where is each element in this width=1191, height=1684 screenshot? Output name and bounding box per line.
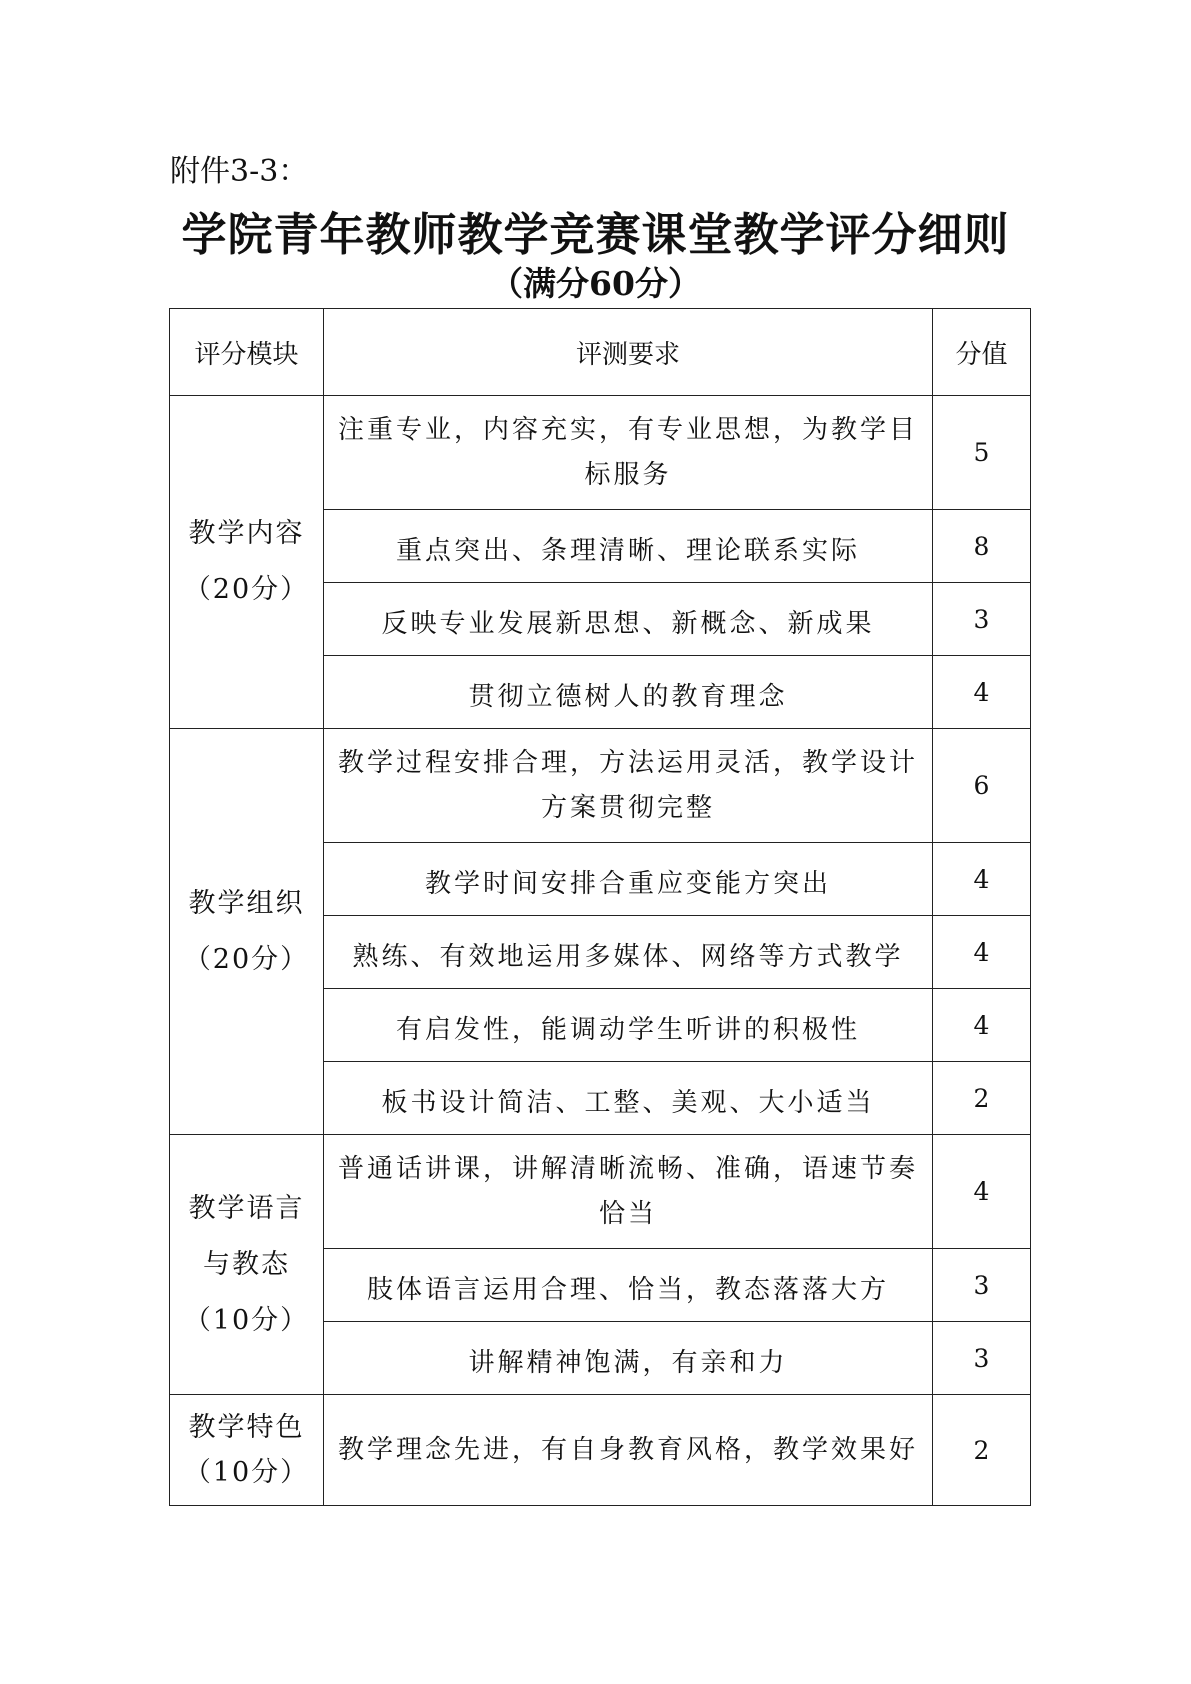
requirement-cell: 教学过程安排合理，方法运用灵活，教学设计方案贯彻完整: [324, 729, 933, 843]
requirement-cell: 重点突出、条理清晰、理论联系实际: [324, 510, 933, 583]
requirement-cell: 教学时间安排合重应变能方突出: [324, 843, 933, 916]
scoring-table: [169, 308, 1031, 1506]
module-points: （20分）: [183, 574, 310, 605]
score-cell: 6: [933, 729, 1031, 843]
score-cell: 4: [933, 656, 1031, 729]
requirement-cell: 注重专业，内容充实，有专业思想，为教学目标服务: [324, 396, 933, 510]
requirement-cell: 教学理念先进，有自身教育风格，教学效果好: [324, 1395, 933, 1506]
module-name: 教学组织: [188, 887, 305, 919]
requirement-cell: 反映专业发展新思想、新概念、新成果: [324, 583, 933, 656]
requirement-cell: 板书设计简洁、工整、美观、大小适当: [324, 1062, 933, 1135]
requirement-cell: 有启发性，能调动学生听讲的积极性: [324, 989, 933, 1062]
score-cell: 4: [933, 989, 1031, 1062]
score-cell: 5: [933, 396, 1031, 510]
score-cell: 2: [933, 1062, 1031, 1135]
module-cell-organization: [170, 729, 324, 1135]
score-cell: 8: [933, 510, 1031, 583]
score-cell: 4: [933, 843, 1031, 916]
module-name-line2: 与教态: [203, 1248, 290, 1280]
score-cell: 4: [933, 916, 1031, 989]
requirement-cell: 讲解精神饱满，有亲和力: [324, 1322, 933, 1395]
requirement-cell: 熟练、有效地运用多媒体、网络等方式教学: [324, 916, 933, 989]
module-cell-feature: [170, 1395, 324, 1506]
module-points: （20分）: [183, 943, 310, 975]
attachment-label: 附件3-3：: [170, 154, 309, 189]
table-row: [170, 396, 1031, 510]
score-cell: 3: [933, 583, 1031, 656]
score-cell: 2: [933, 1395, 1031, 1506]
score-cell: 4: [933, 1135, 1031, 1249]
module-name: 教学特色: [188, 1412, 305, 1443]
score-cell: 3: [933, 1249, 1031, 1322]
module-name: 教学语言: [188, 1192, 305, 1224]
module-name: 教学内容: [188, 518, 305, 549]
module-points: （10分）: [183, 1457, 310, 1488]
document-subtitle: （满分60分）: [490, 264, 701, 303]
table-header-row: [170, 309, 1031, 396]
module-points: （10分）: [183, 1304, 310, 1336]
column-header-requirement: 评测要求: [324, 309, 933, 396]
module-cell-content: [170, 396, 324, 729]
requirement-cell: 肢体语言运用合理、恰当，教态落落大方: [324, 1249, 933, 1322]
column-header-module: 评分模块: [170, 309, 324, 396]
table-row: [170, 729, 1031, 843]
requirement-cell: 普通话讲课，讲解清晰流畅、准确，语速节奏恰当: [324, 1135, 933, 1249]
table-row: [170, 1135, 1031, 1249]
requirement-cell: 贯彻立德树人的教育理念: [324, 656, 933, 729]
document-title: 学院青年教师教学竞赛课堂教学评分细则: [181, 208, 1010, 261]
column-header-score: 分值: [933, 309, 1031, 396]
table-row: [170, 1395, 1031, 1506]
score-cell: 3: [933, 1322, 1031, 1395]
module-cell-language: [170, 1135, 324, 1395]
